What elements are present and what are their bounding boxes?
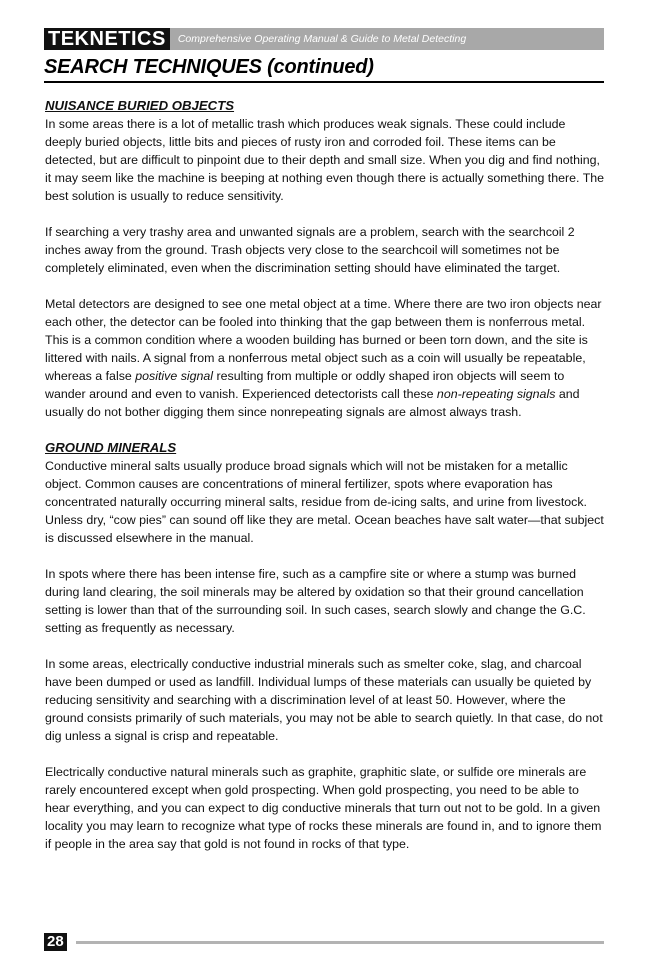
emphasis-positive-signal: positive signal [135,369,214,383]
paragraph: Conductive mineral salts usually produce broad signals which will not be mistaken for a metallic object. Common causes are concentrations of mineral fertilizer, spots where evaporation has concentrated naturally occurring mineral salts, residue from de-icing salts, and urine from livestock. Unless dry, “cow pies” can sound off like they are metal. Ocean beaches have salt water—that subject is discussed elsewhere in the manual. [45,459,604,545]
footer-divider [76,941,604,944]
title-divider [44,81,604,83]
paragraph: In some areas, electrically conductive industrial minerals such as smelter coke, slag, and charcoal have been dumped or used as landfill. Individual lumps of these materials can usually be quieted by reducing sensitivity and searching with a discrimination level of at least 50. However, where the ground consists primarily of such materials, you may not be able to search quietly. In that case, do not dig unless a signal is crisp and repeatable. [45,657,603,743]
section-heading-nuisance: NUISANCE BURIED OBJECTS [45,98,235,113]
text-run: resulting from multiple or oddly shaped iron objects will seem to wander around and even to vanish. Experienced detectorists call these [45,369,565,401]
paragraph: In some areas there is a lot of metallic trash which produces weak signals. These could include deeply buried objects, little bits and pieces of rusty iron and corroded foil. These items can be detected, but are difficult to pinpoint due to their depth and small size. When you dig and find nothing, it may seem like the machine is beeping at nothing even though there is actually something there. The best solution is usually to reduce sensitivity. [45,117,605,203]
paragraph: In spots where there has been intense fire, such as a campfire site or where a stump was burned during land clearing, the soil minerals may be altered by oxidation so that their ground cancellation setting is lower than that of the surrounding soil. In such cases, search slowly and change the G.C. setting as frequently as necessary. [45,567,586,635]
emphasis-non-repeating: non-repeating signals [436,387,556,401]
paragraph: Electrically conductive natural minerals such as graphite, graphitic slate, or sulfide ore minerals are rarely encountered except when gold prospecting. When gold prospecting, you need to be able to hear everything, and you can expect to dig conductive minerals that turn out not to be gold. In a given locality you may learn to recognize what type of rocks these minerals are found in, and to ignore them if people in the area say that gold is not found in rocks of that type. [45,765,602,851]
text-run: and usually do not bother digging them since nonrepeating signals are almost always trash. [45,387,580,419]
brand-logo: TEKNETICS [44,28,170,50]
page-content [45,97,605,853]
page-header [44,28,604,50]
page-title: SEARCH TECHNIQUES (continued) [44,56,374,78]
paragraph [45,295,605,421]
header-tagline: Comprehensive Operating Manual & Guide to Metal Detecting [170,28,604,50]
paragraph: If searching a very trashy area and unwanted signals are a problem, search with the searchcoil 2 inches away from the ground. Trash objects very close to the searchcoil will sometimes not be completely eliminated, even when the discrimination setting should have eliminated the target. [45,225,575,275]
page-number: 28 [44,933,67,951]
section-heading-ground-minerals: GROUND MINERALS [45,440,177,455]
text-run: Metal detectors are designed to see one metal object at a time. Where there are two iron objects near each other, the detector can be fooled into thinking that the gap between them is nonferrous metal. This is a common condition where a wooden building has burned or been torn down, and the site is littered with nails. A signal from a nonferrous metal object such as a coin will usually be repeatable, whereas a false [45,297,602,383]
